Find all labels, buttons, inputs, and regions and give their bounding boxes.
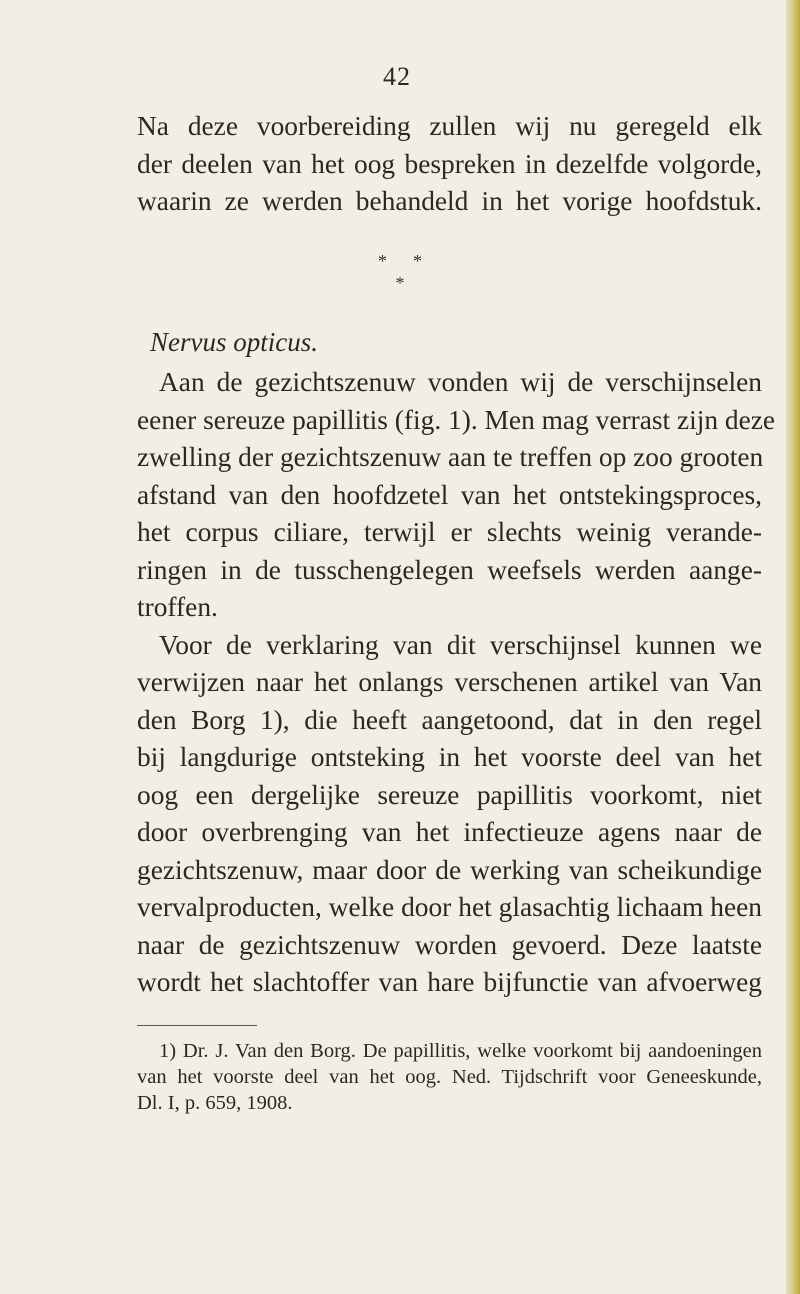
text-line: eener sereuze papillitis (fig. 1). Men mag verrast zijn deze xyxy=(137,404,776,435)
text-line: vervalproducten, welke door het glasachtig lichaam heen xyxy=(137,892,762,922)
page-number: 42 xyxy=(383,62,411,91)
text-line: zwelling der gezichtszenuw aan te treffen op zoo grooten xyxy=(137,442,764,472)
text-line: bij langdurige ontsteking in het voorste deel van het xyxy=(137,742,762,772)
separator-star: * xyxy=(395,273,405,293)
text-line: afstand van den hoofdzetel van het ontstekingsproces, xyxy=(137,479,762,510)
text-line: Voor de verklaring van dit verschijnsel kunnen we xyxy=(159,629,762,660)
section-separator xyxy=(0,250,800,294)
body-text xyxy=(137,364,776,1002)
text-line: gezichtszenuw, maar door de werking van scheikundige xyxy=(137,854,762,885)
text-line: ringen in de tusschengelegen weefsels werden aange- xyxy=(137,554,762,585)
separator-star: * xyxy=(378,251,387,271)
text-line: verwijzen naar het onlangs verschenen artikel van Van xyxy=(137,667,762,697)
text-line: Aan de gezichtszenuw vonden wij de verschijnselen xyxy=(159,367,762,397)
text-line: der deelen van het oog bespreken in dezelfde volgorde, xyxy=(137,148,762,179)
footnote-line: 1) Dr. J. Van den Borg. De papillitis, welke voorkomt bij aandoeningen xyxy=(159,1040,762,1062)
text-line: het corpus ciliare, terwijl er slechts weinig verande- xyxy=(137,517,762,547)
text-line: den Borg 1), die heeft aangetoond, dat in den regel xyxy=(137,704,762,735)
footnote xyxy=(137,1038,762,1116)
text-line: troffen. xyxy=(137,592,218,622)
text-line: Na deze voorbereiding zullen wij nu geregeld elk xyxy=(137,111,762,141)
footnote-line: van het voorste deel van het oog. Ned. Tijdschrift voor Geneeskunde, xyxy=(137,1066,762,1088)
footnote-line: Dl. I, p. 659, 1908. xyxy=(137,1092,293,1114)
separator-star: * xyxy=(413,251,422,271)
text-line: waarin ze werden behandeld in het vorige hoofdstuk. xyxy=(137,186,762,216)
text-line: naar de gezichtszenuw worden gevoerd. Deze laatste xyxy=(137,929,762,960)
text-line: wordt het slachtoffer van hare bijfunctie van afvoerweg xyxy=(137,967,762,997)
intro-paragraph xyxy=(137,108,762,221)
text-line: oog een dergelijke sereuze papillitis voorkomt, niet xyxy=(137,779,762,810)
section-heading: Nervus opticus. xyxy=(150,327,318,357)
page-edge xyxy=(786,0,800,1294)
text-line: door overbrenging van het infectieuze agens naar de xyxy=(137,817,762,847)
footnote-divider xyxy=(137,1025,257,1026)
